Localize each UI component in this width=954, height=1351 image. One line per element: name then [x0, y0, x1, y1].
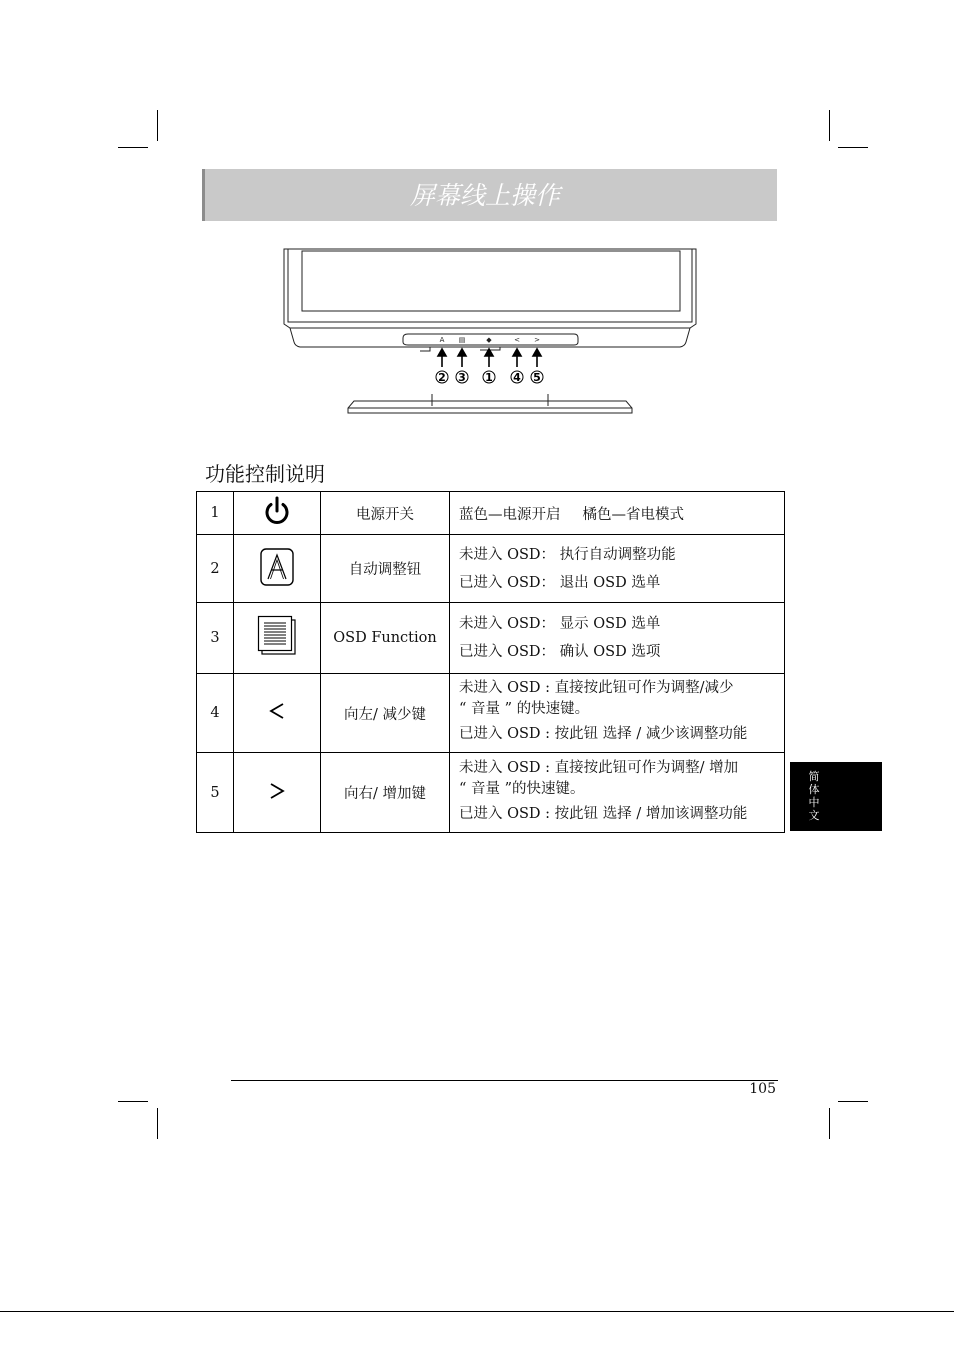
function-name: 向左/ 减少键 [321, 674, 450, 753]
callout-2: 2 [438, 371, 446, 384]
function-table [196, 491, 785, 833]
button-symbol-auto: A [439, 336, 445, 344]
description-line: 未进入 OSD : 直接按此钮可作为调整/减少 [459, 680, 734, 696]
description-line: 已进入 OSD : 按此钮 选择 / 增加该调整功能 [459, 805, 748, 822]
description-line: 未进入 OSD： 显示 OSD 选单 [459, 616, 661, 632]
table-row [197, 603, 785, 674]
language-side-tab-label: 简体中文 [808, 770, 820, 822]
description-line: 已进入 OSD： 确认 OSD 选项 [459, 644, 661, 660]
row-number: 5 [197, 753, 234, 833]
row-number: 2 [197, 535, 234, 603]
row-number: 4 [197, 674, 234, 753]
crop-mark [118, 147, 148, 148]
language-side-tab [790, 762, 882, 831]
description-line: 橘色—省电模式 [582, 506, 684, 523]
description-line: 未进入 OSD : 直接按此钮可作为调整/ 增加 [459, 759, 739, 776]
section-heading: 功能控制说明 [205, 462, 325, 486]
description-line: “ 音量 ” 的快速键。 [459, 701, 590, 717]
osd-menu-icon [257, 615, 297, 657]
row-number: 3 [197, 603, 234, 674]
function-description [450, 535, 785, 603]
function-description [450, 753, 785, 833]
function-name: 向右/ 增加键 [321, 753, 450, 833]
button-symbol-power: ◆ [486, 336, 492, 344]
table-row [197, 535, 785, 603]
description-line: 蓝色—电源开启 [459, 506, 561, 523]
function-name: 电源开关 [321, 492, 450, 535]
footer-rule [231, 1080, 778, 1081]
left-chevron-icon [267, 701, 287, 721]
crop-mark [157, 110, 158, 141]
right-chevron-icon [267, 781, 287, 801]
auto-a-icon [259, 547, 295, 587]
function-description [450, 603, 785, 674]
crop-mark [829, 1108, 830, 1139]
button-symbol-left: < [514, 336, 520, 344]
description-line: 未进入 OSD： 执行自动调整功能 [459, 546, 676, 563]
table-row [197, 492, 785, 535]
crop-mark [838, 1101, 868, 1102]
row-number: 1 [197, 492, 234, 535]
button-symbol-right: > [534, 336, 540, 344]
function-description [450, 492, 785, 535]
page-bottom-rule [0, 1311, 954, 1312]
callout-5: 5 [533, 371, 541, 384]
callout-1: 1 [485, 371, 493, 384]
callout-3: 3 [458, 371, 466, 384]
function-description [450, 674, 785, 753]
crop-mark [829, 110, 830, 141]
table-row [197, 674, 785, 753]
callout-4: 4 [513, 371, 521, 384]
description-line: 已进入 OSD： 退出 OSD 选单 [459, 574, 661, 591]
page-number: 105 [749, 1081, 776, 1097]
page-title: 屏幕线上操作 [410, 181, 561, 210]
crop-mark [157, 1108, 158, 1139]
crop-mark [838, 147, 868, 148]
function-name: 自动调整钮 [321, 535, 450, 603]
description-line: 已进入 OSD : 按此钮 选择 / 减少该调整功能 [459, 726, 748, 742]
description-line: “ 音量 ”的快速键。 [459, 780, 585, 797]
power-icon [262, 495, 292, 527]
function-name: OSD Function [321, 603, 450, 674]
button-symbol-menu: ▤ [458, 336, 466, 344]
crop-mark [118, 1101, 148, 1102]
table-row [197, 753, 785, 833]
monitor-front-illustration [280, 246, 700, 418]
